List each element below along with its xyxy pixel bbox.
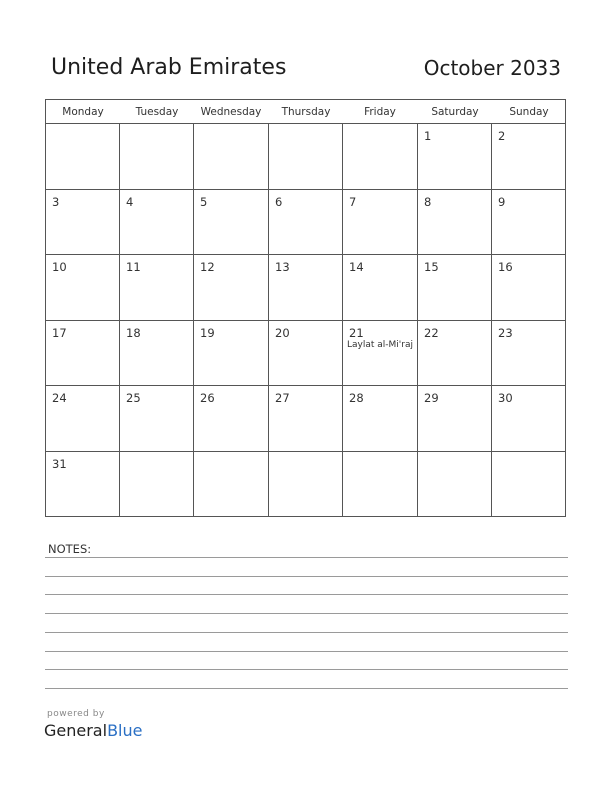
day-cell bbox=[492, 124, 565, 190]
day-number: 21 bbox=[349, 326, 364, 340]
day-cell bbox=[46, 124, 120, 190]
day-number: 23 bbox=[498, 326, 513, 340]
day-cell bbox=[343, 386, 418, 452]
day-cell bbox=[269, 255, 343, 321]
day-cell bbox=[492, 255, 565, 321]
day-number: 26 bbox=[200, 391, 215, 405]
brand-general: General bbox=[44, 721, 108, 740]
day-cell bbox=[492, 190, 565, 255]
day-cell bbox=[269, 321, 343, 386]
day-cell bbox=[343, 190, 418, 255]
weekday-label: Friday bbox=[364, 106, 396, 118]
day-cell bbox=[492, 452, 565, 517]
day-number: 30 bbox=[498, 391, 513, 405]
day-number: 31 bbox=[52, 457, 67, 471]
day-cell bbox=[194, 190, 269, 255]
day-cell bbox=[418, 321, 492, 386]
day-cell bbox=[120, 321, 194, 386]
day-grid bbox=[46, 124, 565, 517]
day-cell bbox=[194, 255, 269, 321]
day-number: 13 bbox=[275, 260, 290, 274]
brand-blue: Blue bbox=[107, 721, 143, 740]
day-number: 4 bbox=[126, 195, 134, 209]
day-cell bbox=[46, 321, 120, 386]
day-number: 12 bbox=[200, 260, 215, 274]
day-number: 1 bbox=[424, 129, 432, 143]
day-number: 15 bbox=[424, 260, 439, 274]
month-title: October 2033 bbox=[423, 56, 561, 80]
day-cell bbox=[194, 321, 269, 386]
day-number: 22 bbox=[424, 326, 439, 340]
day-number: 11 bbox=[126, 260, 141, 274]
day-number: 16 bbox=[498, 260, 513, 274]
day-cell bbox=[120, 190, 194, 255]
note-line bbox=[45, 594, 568, 595]
day-cell bbox=[269, 386, 343, 452]
day-cell bbox=[269, 190, 343, 255]
day-cell bbox=[46, 190, 120, 255]
day-cell bbox=[46, 255, 120, 321]
day-number: 20 bbox=[275, 326, 290, 340]
day-cell bbox=[343, 452, 418, 517]
day-cell bbox=[418, 386, 492, 452]
weekday-label: Monday bbox=[62, 106, 104, 118]
brand-logo[interactable] bbox=[44, 721, 142, 740]
day-number: 28 bbox=[349, 391, 364, 405]
day-number: 5 bbox=[200, 195, 208, 209]
note-line bbox=[45, 651, 568, 652]
day-number: 17 bbox=[52, 326, 67, 340]
day-number: 18 bbox=[126, 326, 141, 340]
calendar-grid bbox=[45, 99, 566, 517]
day-number: 14 bbox=[349, 260, 364, 274]
note-line bbox=[45, 576, 568, 577]
weekday-label: Sunday bbox=[509, 106, 549, 118]
day-cell bbox=[492, 386, 565, 452]
day-cell bbox=[194, 386, 269, 452]
day-number: 24 bbox=[52, 391, 67, 405]
note-line bbox=[45, 557, 568, 558]
day-cell bbox=[194, 452, 269, 517]
day-cell bbox=[120, 255, 194, 321]
day-cell bbox=[418, 452, 492, 517]
day-number: 8 bbox=[424, 195, 432, 209]
day-cell bbox=[120, 452, 194, 517]
day-number: 7 bbox=[349, 195, 357, 209]
day-cell bbox=[418, 190, 492, 255]
weekday-label: Tuesday bbox=[135, 106, 179, 118]
day-cell bbox=[343, 124, 418, 190]
weekday-label: Saturday bbox=[431, 106, 479, 118]
day-cell bbox=[120, 386, 194, 452]
day-cell bbox=[492, 321, 565, 386]
country-title: United Arab Emirates bbox=[51, 55, 287, 80]
day-cell bbox=[46, 386, 120, 452]
notes-label: NOTES: bbox=[48, 542, 92, 556]
weekday-label: Wednesday bbox=[200, 106, 262, 118]
note-line bbox=[45, 613, 568, 614]
day-number: 27 bbox=[275, 391, 290, 405]
note-line bbox=[45, 669, 568, 670]
day-cell bbox=[343, 255, 418, 321]
day-cell bbox=[194, 124, 269, 190]
note-line bbox=[45, 632, 568, 633]
holiday-label: Laylat al-Mi'raj bbox=[347, 340, 413, 350]
powered-by-text: powered by bbox=[47, 709, 105, 719]
day-number: 2 bbox=[498, 129, 506, 143]
day-number: 25 bbox=[126, 391, 141, 405]
day-number: 3 bbox=[52, 195, 60, 209]
day-cell bbox=[120, 124, 194, 190]
day-number: 6 bbox=[275, 195, 283, 209]
day-cell bbox=[343, 321, 418, 386]
weekday-header bbox=[46, 100, 565, 124]
day-cell bbox=[269, 452, 343, 517]
day-cell bbox=[418, 124, 492, 190]
day-number: 9 bbox=[498, 195, 506, 209]
note-line bbox=[45, 688, 568, 689]
day-number: 10 bbox=[52, 260, 67, 274]
day-cell bbox=[418, 255, 492, 321]
day-number: 29 bbox=[424, 391, 439, 405]
weekday-label: Thursday bbox=[281, 106, 331, 118]
day-cell bbox=[269, 124, 343, 190]
day-cell bbox=[46, 452, 120, 517]
day-number: 19 bbox=[200, 326, 215, 340]
